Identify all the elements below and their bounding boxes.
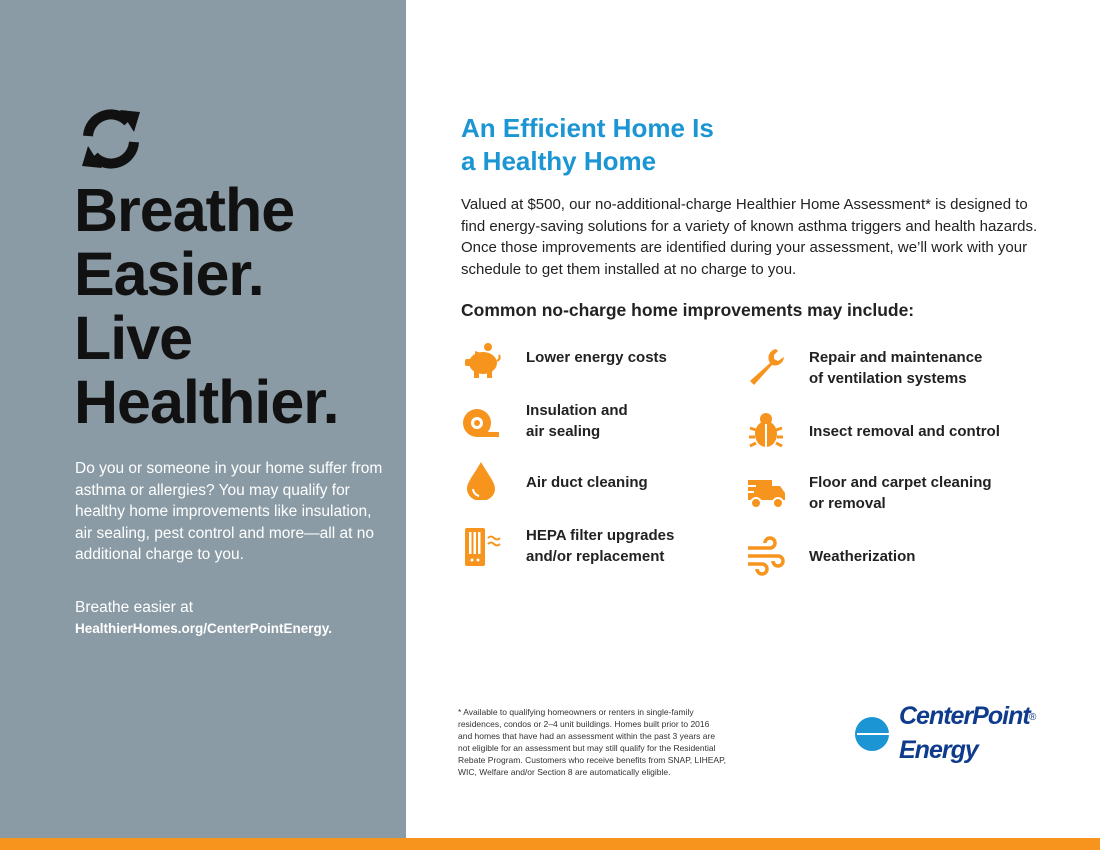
item-label: Insulation and air sealing xyxy=(526,402,628,440)
title-line: An Efficient Home Is xyxy=(461,113,714,143)
delivery-truck-icon xyxy=(746,472,786,512)
bug-icon xyxy=(746,410,786,450)
item-label: Air duct cleaning xyxy=(526,474,648,491)
refresh-arrows-icon xyxy=(76,104,146,174)
headline-line: Live xyxy=(74,304,193,372)
wind-icon xyxy=(746,536,786,576)
left-panel xyxy=(0,0,406,838)
headline xyxy=(74,178,339,434)
item-label: Lower energy costs xyxy=(526,349,667,366)
list-item xyxy=(746,536,916,576)
wrench-icon xyxy=(746,347,786,387)
list-item xyxy=(461,526,675,566)
registered-mark: ® xyxy=(1029,712,1037,723)
insulation-roll-icon xyxy=(461,402,501,442)
cta-text: Breathe easier at xyxy=(75,599,194,616)
logo-text-line1: CenterPoint xyxy=(899,702,1030,730)
droplet-icon xyxy=(461,460,501,500)
piggy-bank-icon xyxy=(461,341,501,381)
body-text: Valued at $500, our no-additional-charge Healthier Home Assessment* is designed to find energy-saving solutions for a variety of known asthma triggers and health hazards. Once those improvements are identified during your assessment, we’ll work with your schedule to get them installed at no charge to you. xyxy=(461,196,1038,278)
list-item xyxy=(461,341,667,381)
cta xyxy=(75,597,395,639)
item-label: Floor and carpet cleaning or removal xyxy=(809,474,992,512)
item-label: HEPA filter upgrades and/or replacement xyxy=(526,527,675,565)
list-item xyxy=(746,347,983,387)
list-item xyxy=(461,460,648,500)
item-label: Repair and maintenance of ventilation systems xyxy=(809,349,983,387)
headline-line: Breathe xyxy=(74,176,295,244)
intro-text: Do you or someone in your home suffer from asthma or allergies? You may qualify for healthy home improvements like insulation, air sealing, pest control and more—all at no additional charge to you. xyxy=(75,460,383,563)
item-label: Insect removal and control xyxy=(809,423,1000,440)
list-item xyxy=(461,402,628,442)
item-label: Weatherization xyxy=(809,548,916,565)
logo-text-line2: Energy xyxy=(899,736,978,764)
title-line: a Healthy Home xyxy=(461,146,657,176)
page-title xyxy=(461,112,714,178)
headline-line: Easier. xyxy=(74,240,264,308)
logo-globe-icon xyxy=(853,714,899,754)
improvements-subhead: Common no-charge home improvements may include: xyxy=(461,300,915,320)
centerpoint-logo xyxy=(853,702,1043,772)
footnote: * Available to qualifying homeowners or renters in single-family residences, condos or 2–4 unit buildings. Homes built prior to 2016 and homes that have had an assessment within the past 3 years are not eligible for an assessment but may still qualify for the Residential Rebate Program. Customers who receive benefits from SNAP, LIHEAP, WIC, Welfare and/or Section 8 are automatically eligible. xyxy=(458,707,727,777)
list-item xyxy=(746,410,1000,450)
headline-line: Healthier. xyxy=(74,368,339,436)
air-filter-icon xyxy=(461,526,501,566)
list-item xyxy=(746,472,992,512)
bottom-accent-bar xyxy=(0,838,1100,850)
cta-url[interactable]: HealthierHomes.org/CenterPointEnergy. xyxy=(75,621,333,636)
